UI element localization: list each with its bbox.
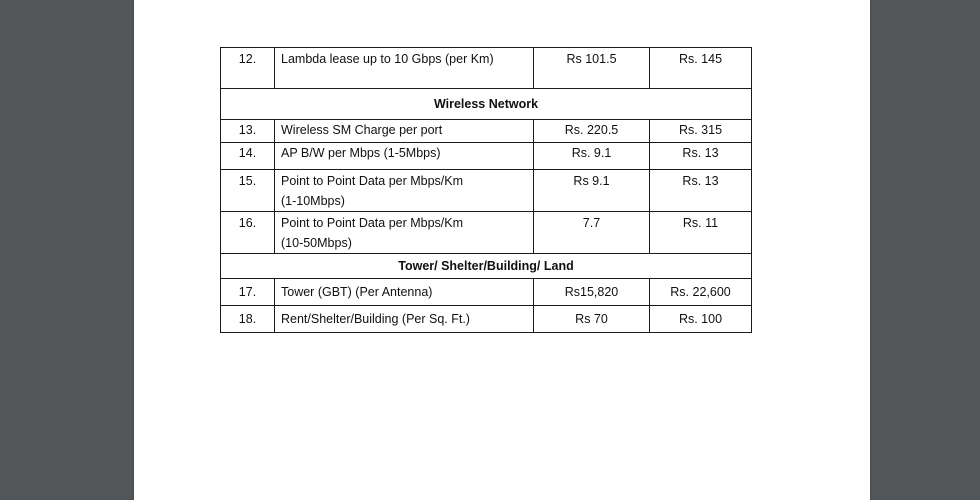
description: Tower (GBT) (Per Antenna) <box>275 279 534 306</box>
table-row <box>221 279 752 306</box>
serial-number: 13. <box>221 120 275 143</box>
table-row <box>221 48 752 89</box>
serial-number: 15. <box>221 170 275 212</box>
table-row <box>221 120 752 143</box>
rate-value-2: Rs. 22,600 <box>650 279 752 306</box>
rate-value-1: Rs 70 <box>534 306 650 333</box>
rate-value-1: Rs15,820 <box>534 279 650 306</box>
description: Point to Point Data per Mbps/Km (1-10Mbps) <box>275 170 534 212</box>
rate-value-2: Rs. 145 <box>650 48 752 89</box>
table-row <box>221 170 752 212</box>
rate-value-2: Rs. 13 <box>650 143 752 170</box>
rate-value-1: 7.7 <box>534 212 650 254</box>
rate-value-1: Rs 9.1 <box>534 170 650 212</box>
description: Lambda lease up to 10 Gbps (per Km) <box>275 48 534 89</box>
rate-value-2: Rs. 100 <box>650 306 752 333</box>
description: Wireless SM Charge per port <box>275 120 534 143</box>
description: Rent/Shelter/Building (Per Sq. Ft.) <box>275 306 534 333</box>
section-heading-wireless: Wireless Network <box>221 89 752 120</box>
table-row <box>221 143 752 170</box>
rate-value-2: Rs. 11 <box>650 212 752 254</box>
description: AP B/W per Mbps (1-5Mbps) <box>275 143 534 170</box>
section-row <box>221 254 752 279</box>
serial-number: 14. <box>221 143 275 170</box>
serial-number: 12. <box>221 48 275 89</box>
rate-value-2: Rs. 315 <box>650 120 752 143</box>
rate-value-1: Rs. 9.1 <box>534 143 650 170</box>
table-row <box>221 306 752 333</box>
rate-value-1: Rs. 220.5 <box>534 120 650 143</box>
rate-value-1: Rs 101.5 <box>534 48 650 89</box>
serial-number: 17. <box>221 279 275 306</box>
serial-number: 18. <box>221 306 275 333</box>
document-page <box>134 0 870 500</box>
rate-value-2: Rs. 13 <box>650 170 752 212</box>
serial-number: 16. <box>221 212 275 254</box>
rate-table <box>220 47 752 333</box>
description: Point to Point Data per Mbps/Km (10-50Mbps) <box>275 212 534 254</box>
section-heading-tower: Tower/ Shelter/Building/ Land <box>221 254 752 279</box>
table-row <box>221 212 752 254</box>
section-row <box>221 89 752 120</box>
